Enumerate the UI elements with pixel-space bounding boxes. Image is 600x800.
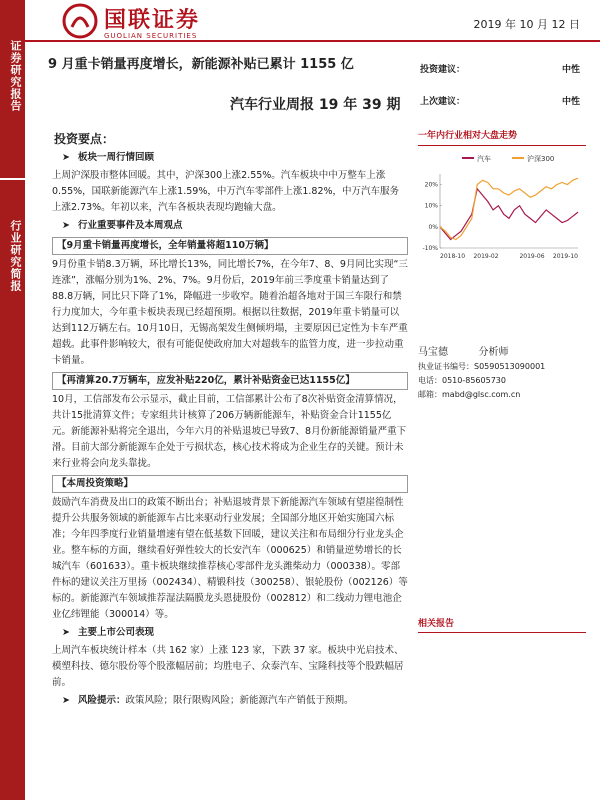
email-label: 邮箱： (418, 390, 442, 399)
legend-label: 沪深300 (527, 155, 555, 163)
previous-rating-value: 中性 (561, 97, 580, 107)
y-tick-label: 10% (424, 202, 438, 210)
report-date: 2019 年 10 月 12 日 (473, 18, 580, 31)
y-tick-label: -10% (422, 245, 438, 252)
previous-rating-label: 上次建议： (420, 97, 466, 107)
x-tick-label: 2018-10 (440, 253, 466, 260)
arrow-icon: ➤ (62, 220, 70, 231)
related-reports-heading: 相关报告 (418, 616, 586, 633)
y-tick-label: 0% (428, 223, 438, 231)
logo-text: 国联证券 (104, 8, 201, 33)
bullet-risk: ➤ 风险提示：政策风险；限行限购风险；新能源汽车产销低于预期。 (62, 695, 354, 706)
sidebar (0, 0, 25, 800)
sidebar-divider (0, 178, 25, 180)
analyst-role: 分析师 (478, 347, 509, 358)
para-event-2: 10月，工信部发布公示显示，截止目前，工信部累计公布了8次补贴资金清算情况，共计15批清算文件；专家组共计核算了206万辆新能源车，补贴资金合计1155亿元。新能源补贴将完全退出，今年六月的补贴退坡已导致7、8月份新能源销量严重下滑。目前大部分新能源车企处于亏损状态，核心技术将成为企业生存的关键。预计未来行业将会向龙头靠拢。 (52, 394, 407, 469)
para-review: 上周沪深股市整体回暖。其中，沪深300上涨2.55%。汽车板块中中万整车上涨0.55%，国联新能源汽车上涨1.59%，中万汽车零部件上涨1.82%，中万汽车服务上涨2.73%。年初以来，汽车各板块表现均跑输大盘。 (52, 170, 400, 213)
chart-panel-title: 一年内行业相对大盘走势 (418, 128, 586, 146)
report-subtitle: 汽车行业周报 19 年 39 期 (230, 97, 401, 113)
x-tick-label: 2019-02 (473, 253, 499, 260)
analyst-info (418, 346, 586, 402)
sidebar-top-tag: 证券研究报告 (9, 40, 22, 112)
company-logo (62, 4, 200, 38)
legend-label: 汽车 (477, 155, 491, 163)
sidebar-bottom-tag: 行业研究简报 (9, 220, 22, 292)
cert-number: S0590513090001 (474, 362, 546, 371)
bullet-company: ➤ 主要上市公司表现 (62, 627, 154, 638)
box-heading-3: 【本周投资策略】 (52, 475, 408, 493)
para-event-1: 9月份重卡销8.3万辆，环比增长13%，同比增长7%，在今年7、8、9月同比实现“三连涨”，涨幅分别为1%、2%、7%。9月份后，2019年前三季度重卡销量达到了88.8万辆，同比只下降了1%，降幅进一步收窄。随着治超各地对于国三车限行和禁行力度加大，今年重卡板块表现已经超预期。根据以往数据，2019年重卡销量可以达到112万辆左右。10月10日，无锡高架发生侧倾坍塌，主要原因已定性为卡车严重超载。此事件影响较大，很有可能促使政府加大对超载车的监管力度，进一步拉动重卡销量。 (52, 259, 408, 366)
cert-label: 执业证书编号： (418, 362, 474, 371)
current-rating (420, 62, 580, 75)
guolian-logo-icon (62, 3, 98, 39)
x-tick-label: 2019-10 (552, 253, 578, 260)
para-strategy: 鼓励汽车消费及出口的政策不断出台；补贴退坡背景下新能源汽车领域有望崖徨制性提升公共服务领域的新能源车占比来驱动行业发展；全国部分地区开始实施国六标准；今年四季度行业销量增速有望在低基数下回暖，建议关注和布局细分行业龙头企业。整车标的方面，继续看好弹性较大的长安汽车（000625）和销量逆势增长的长城汽车（601633）。重卡板块继续推荐核心零部件龙头潍柴动力（000338）。零部件标的建议关注万里扬（002434）、精锻科技（300258）、银轮股份（002126）等标的。新能源汽车领域推荐湿法隔膜龙头恩捷股份（002812）和二线动力锂电池企业亿纬锂能（300014）等。 (52, 497, 408, 620)
section-title: 投资要点： (54, 132, 115, 146)
box-heading-2: 【再清算20.7万辆车，应发补贴220亿，累计补贴资金已达1155亿】 (52, 372, 408, 390)
x-tick-label: 2019-06 (519, 253, 545, 260)
series-line-hs300 (440, 178, 578, 239)
email-address: mabd@glsc.com.cn (442, 390, 521, 399)
arrow-icon: ➤ (62, 695, 70, 706)
series-line-auto (440, 189, 578, 240)
analyst-name: 马宝德 (418, 347, 448, 358)
y-tick-label: 20% (424, 181, 438, 189)
phone-label: 电话： (418, 376, 442, 385)
logo-english: GUOLIAN SECURITIES (104, 32, 198, 40)
report-title: 9 月重卡销量再度增长，新能源补贴已累计 1155 亿 (48, 57, 354, 72)
chart-panel (418, 128, 586, 268)
bullet-weekly-review: ➤ 板块一周行情回顾 (62, 152, 154, 163)
box-heading-1: 【9月重卡销量再度增长，全年销量将超110万辆】 (52, 237, 408, 255)
arrow-icon: ➤ (62, 152, 70, 163)
para-company: 上周汽车板块统计样本（共 162 家）上涨 123 家，下跌 37 家。板块中光启技术、模塑科技、德尔股份等个股涨幅居前；均胜电子、众泰汽车、宝隆科技等个股跌幅居前。 (52, 645, 404, 688)
current-rating-value: 中性 (561, 65, 580, 75)
current-rating-label: 投资建议： (420, 65, 466, 75)
arrow-icon: ➤ (62, 627, 70, 638)
header-divider (25, 40, 600, 42)
main-content (52, 148, 408, 711)
phone-number: 0510-85605730 (442, 376, 506, 385)
previous-rating (420, 94, 580, 107)
relative-performance-chart (418, 146, 586, 264)
bullet-key-events: ➤ 行业重要事件及本周观点 (62, 220, 183, 231)
